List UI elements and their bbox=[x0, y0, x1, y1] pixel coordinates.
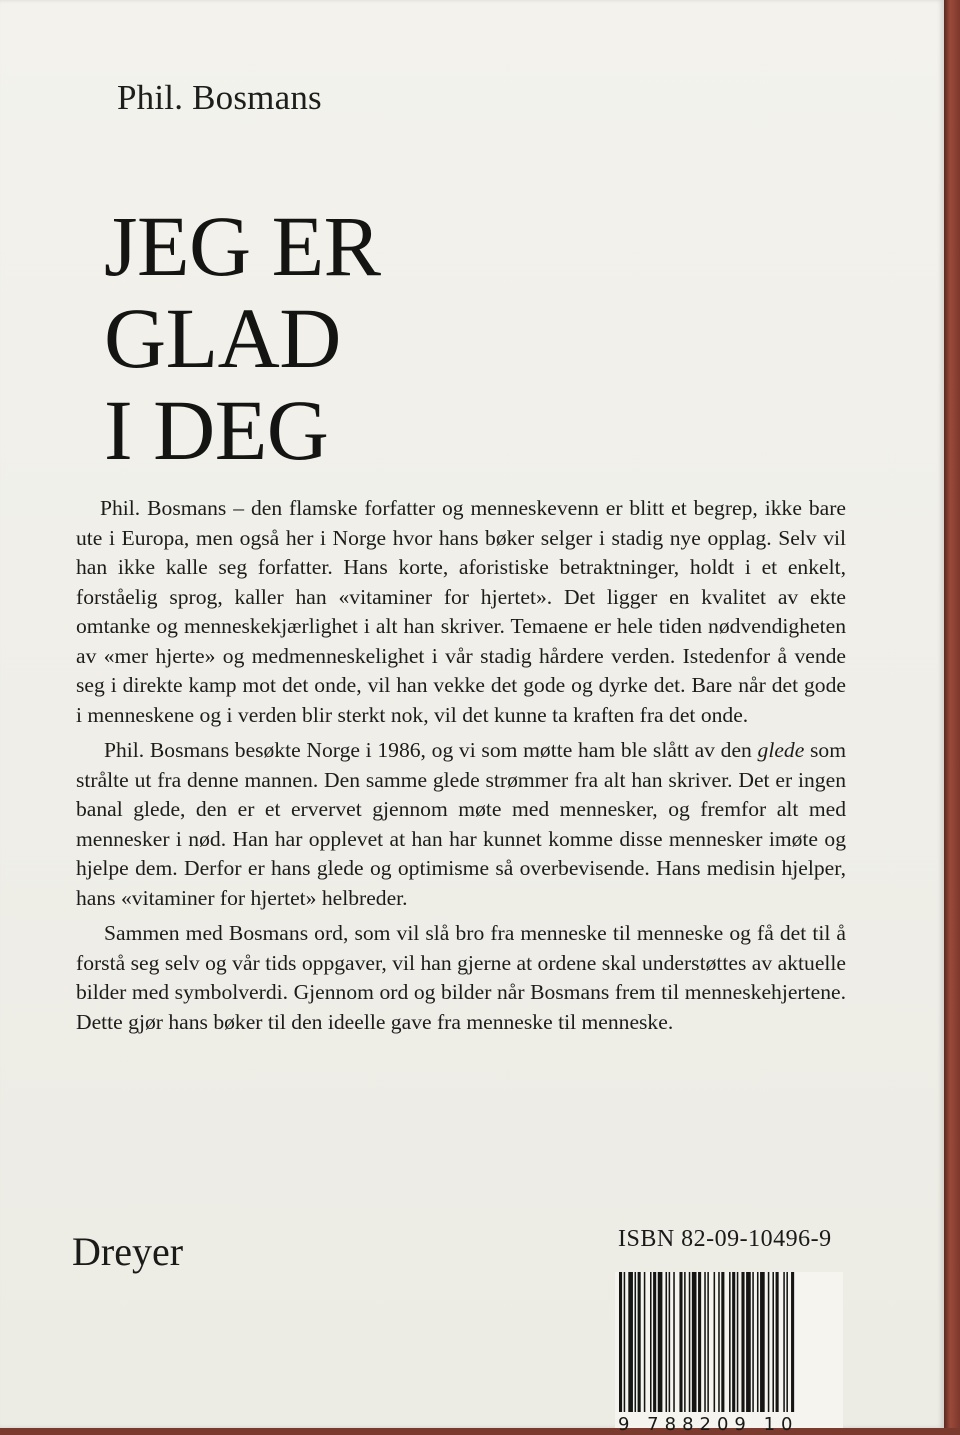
barcode bbox=[615, 1272, 843, 1428]
paragraph-2-end: som strålte ut fra denne mannen. Den samme glede strømmer fra alt han skriver. Det er ingen banal glede, den er et ervervet gjennom møte med mennesker, og fremfor alt med mennesker i nød. Han har opplevet at han har kunnet komme disse mennesker imøte og hjelpe dem. Derfor er hans glede og optimisme så overbevisende. Hans medisin hjelper, hans «vitaminer for hjertet» helbreder. bbox=[76, 738, 846, 910]
blurb-paragraph-2 bbox=[76, 736, 846, 913]
spine-edge bbox=[944, 0, 960, 1428]
paragraph-2-start: Phil. Bosmans besøkte Norge i 1986, og vi som møtte ham ble slått av den bbox=[104, 738, 758, 762]
publisher-name: Dreyer bbox=[72, 1229, 184, 1274]
title-line-2: GLAD bbox=[104, 290, 341, 386]
blurb-paragraph-3: Sammen med Bosmans ord, som vil slå bro fra menneske til menneske og få det til å forstå seg selv og vår tids oppgaver, vil han gjerne at ordene skal understøttes av aktuelle bilder med symbolverdi. Gjennom ord og bilder når Bosmans frem til menneskehjertene. Dette gjør hans bøker til den ideelle gave fra menneske til menneske. bbox=[76, 921, 846, 1034]
author-name: Phil. Bosmans bbox=[117, 78, 322, 117]
title-line-3: I DEG bbox=[104, 382, 329, 478]
paragraph-2-emphasis: glede bbox=[757, 738, 805, 762]
blurb-paragraph-1: Phil. Bosmans – den flamske forfatter og menneskevenn er blitt et begrep, ikke bare ute i Europa, men også her i Norge hvor hans bøker selger i stadig nye opplag. Selv vil han ikke kalle seg forfatter. Hans korte, aforistiske betraktninger, holdt i et enkelt, forståelig sprog, kaller han «vitaminer for hjertet». Det ligger en kvalitet av ekte omtanke og menneskekjærlighet i alt han skriver. Temaene er hele tiden nødvendigheten av «mer hjerte» og medmenneskelighet i vår stadig hårdere verden. Istedenfor å vende seg i direkte kamp mot det onde, vil han vekke det gode og dyrke det. Bare når det gode i menneskene og i verden blir sterkt nok, vil det kunne ta kraften fra det onde. bbox=[76, 496, 846, 727]
barcode-bars bbox=[615, 1272, 843, 1412]
title-line-1: JEG ER bbox=[104, 198, 381, 294]
book-title bbox=[104, 200, 381, 476]
isbn-number: ISBN 82-09-10496-9 bbox=[618, 1226, 832, 1252]
barcode-digits: 9 788209 10 bbox=[618, 1414, 799, 1435]
blurb-text bbox=[76, 494, 846, 1043]
